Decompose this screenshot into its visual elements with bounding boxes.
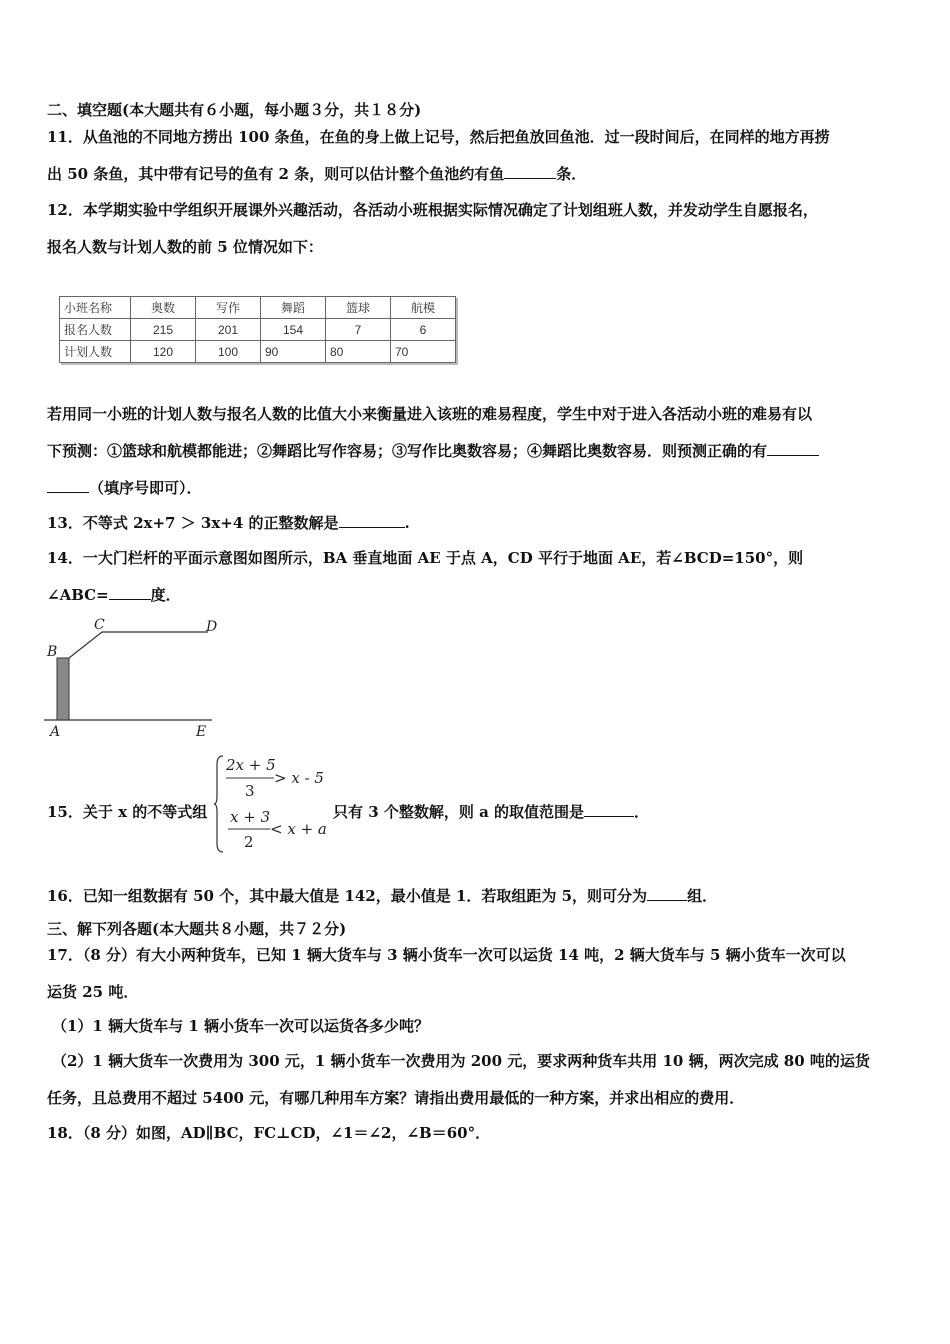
q15-suffix-line bbox=[333, 802, 649, 822]
table-cell: 舞蹈 bbox=[261, 297, 326, 319]
answer-blank bbox=[109, 585, 151, 600]
brace-icon bbox=[214, 756, 223, 852]
q14-line2-text: ∠ABC= bbox=[47, 586, 109, 604]
answer-blank bbox=[584, 802, 634, 817]
table-cell: 报名人数 bbox=[60, 319, 131, 341]
ineq1-numerator: 2x + 5 bbox=[226, 756, 276, 774]
table-cell: 70 bbox=[391, 341, 456, 363]
table-row bbox=[60, 341, 456, 363]
label-d: D bbox=[206, 619, 218, 635]
q11-line2-text: 出 50 条鱼，其中带有记号的鱼有 2 条，则可以估计整个鱼池约有鱼 bbox=[47, 165, 505, 183]
q11-line1: 11．从鱼池的不同地方捞出 100 条鱼，在鱼的身上做上记号，然后把鱼放回鱼池．过一段时间后，在同样的地方再捞 bbox=[47, 128, 830, 146]
q17-line2: 运货 25 吨． bbox=[47, 983, 139, 1001]
table-cell: 80 bbox=[326, 341, 391, 363]
q16-line bbox=[47, 886, 717, 906]
ineq1-relation: > x - 5 bbox=[274, 769, 324, 787]
ineq2-denominator: 2 bbox=[244, 833, 254, 851]
table-cell: 154 bbox=[261, 319, 326, 341]
q17-sub2-line1: （2）1 辆大货车一次费用为 300 元，1 辆小货车一次费用为 200 元，要求两种货车共用 10 辆，两次完成 80 吨的运货 bbox=[52, 1052, 870, 1070]
answer-blank bbox=[47, 478, 89, 493]
table-cell: 6 bbox=[391, 319, 456, 341]
section3-heading: 三、解下列各题(本大题共８小题，共７２分) bbox=[47, 920, 347, 938]
q14-line2-end: 度． bbox=[150, 586, 181, 604]
table-cell: 写作 bbox=[196, 297, 261, 319]
q15-prefix: 15．关于 x 的不等式组 bbox=[47, 803, 208, 821]
label-e: E bbox=[196, 724, 207, 740]
post-ba bbox=[57, 658, 69, 720]
q14-line2 bbox=[47, 585, 181, 605]
q17-sub1: （1）1 辆大货车与 1 辆小货车一次可以运货各多少吨？ bbox=[52, 1017, 429, 1035]
q12-line2: 报名人数与计划人数的前 5 位情况如下： bbox=[47, 238, 323, 256]
q11-line2-end: 条． bbox=[556, 165, 587, 183]
table-row bbox=[60, 319, 456, 341]
ineq1-denominator: 3 bbox=[245, 782, 255, 800]
table-cell: 航模 bbox=[391, 297, 456, 319]
q11-line2 bbox=[47, 164, 586, 184]
ineq2-numerator: x + 3 bbox=[230, 808, 271, 826]
table-cell: 小班名称 bbox=[60, 297, 131, 319]
table-header-row bbox=[60, 297, 456, 319]
q13-end: . bbox=[404, 514, 410, 532]
table-cell: 120 bbox=[131, 341, 196, 363]
q13-line bbox=[47, 513, 410, 533]
label-c: C bbox=[94, 617, 105, 633]
table-cell: 201 bbox=[196, 319, 261, 341]
table-cell: 7 bbox=[326, 319, 391, 341]
table-cell: 100 bbox=[196, 341, 261, 363]
table-cell: 奥数 bbox=[131, 297, 196, 319]
answer-blank bbox=[504, 164, 556, 179]
q16-end: 组． bbox=[687, 887, 718, 905]
q14-line1: 14．一大门栏杆的平面示意图如图所示，BA 垂直地面 AE 于点 A，CD 平行于地面 AE，若∠BCD=150°，则 bbox=[47, 549, 804, 567]
q15-suffix: 只有 3 个整数解，则 a 的取值范围是 bbox=[333, 803, 585, 821]
answer-blank bbox=[339, 513, 405, 528]
table-cell: 篮球 bbox=[326, 297, 391, 319]
section2-heading: 二、填空题(本大题共有６小题，每小题３分，共１８分) bbox=[47, 101, 422, 119]
table-cell: 215 bbox=[131, 319, 196, 341]
inequality-system bbox=[214, 752, 339, 856]
gate-figure bbox=[40, 612, 230, 742]
table-cell: 计划人数 bbox=[60, 341, 131, 363]
label-b: B bbox=[47, 644, 58, 660]
q15-end: ． bbox=[634, 803, 650, 821]
answer-blank bbox=[647, 886, 687, 901]
label-a: A bbox=[50, 724, 61, 740]
q12-line1: 12．本学期实验中学组织开展课外兴趣活动，各活动小班根据实际情况确定了计划组班人数，并发动学生自愿报名， bbox=[47, 201, 818, 219]
q18-line: 18．（8 分）如图，AD∥BC，FC⊥CD，∠1＝∠2，∠B＝60°． bbox=[47, 1124, 491, 1142]
answer-blank bbox=[767, 441, 819, 456]
q12-line4-text: 下预测：①篮球和航模都能进；②舞蹈比写作容易；③写作比奥数容易；④舞蹈比奥数容易．则预测正确的有 bbox=[47, 442, 768, 460]
table-cell: 90 bbox=[261, 341, 326, 363]
q17-line1: 17．（8 分）有大小两种货车，已知 1 辆大货车与 3 辆小货车一次可以运货 14 吨，2 辆大货车与 5 辆小货车一次可以 bbox=[47, 946, 846, 964]
q12-line5-text: （填序号即可）． bbox=[89, 479, 202, 497]
segment-bc bbox=[69, 632, 102, 658]
q12-line3: 若用同一小班的计划人数与报名人数的比值大小来衡量进入该班的难易程度，学生中对于进入各活动小班的难易有以 bbox=[47, 405, 813, 423]
q13-text: 13．不等式 2x+7 ＞ 3x+4 的正整数解是 bbox=[47, 514, 339, 532]
q12-table bbox=[59, 296, 456, 363]
ineq2-relation: < x + a bbox=[270, 820, 327, 838]
q12-line5 bbox=[47, 478, 202, 498]
q12-line4 bbox=[47, 441, 819, 461]
q17-sub2-line2: 任务，且总费用不超过 5400 元，有哪几种用车方案？请指出费用最低的一种方案，并求出相应的费用． bbox=[47, 1089, 745, 1107]
q16-text: 16．已知一组数据有 50 个，其中最大值是 142，最小值是 1．若取组距为 5，则可分为 bbox=[47, 887, 648, 905]
